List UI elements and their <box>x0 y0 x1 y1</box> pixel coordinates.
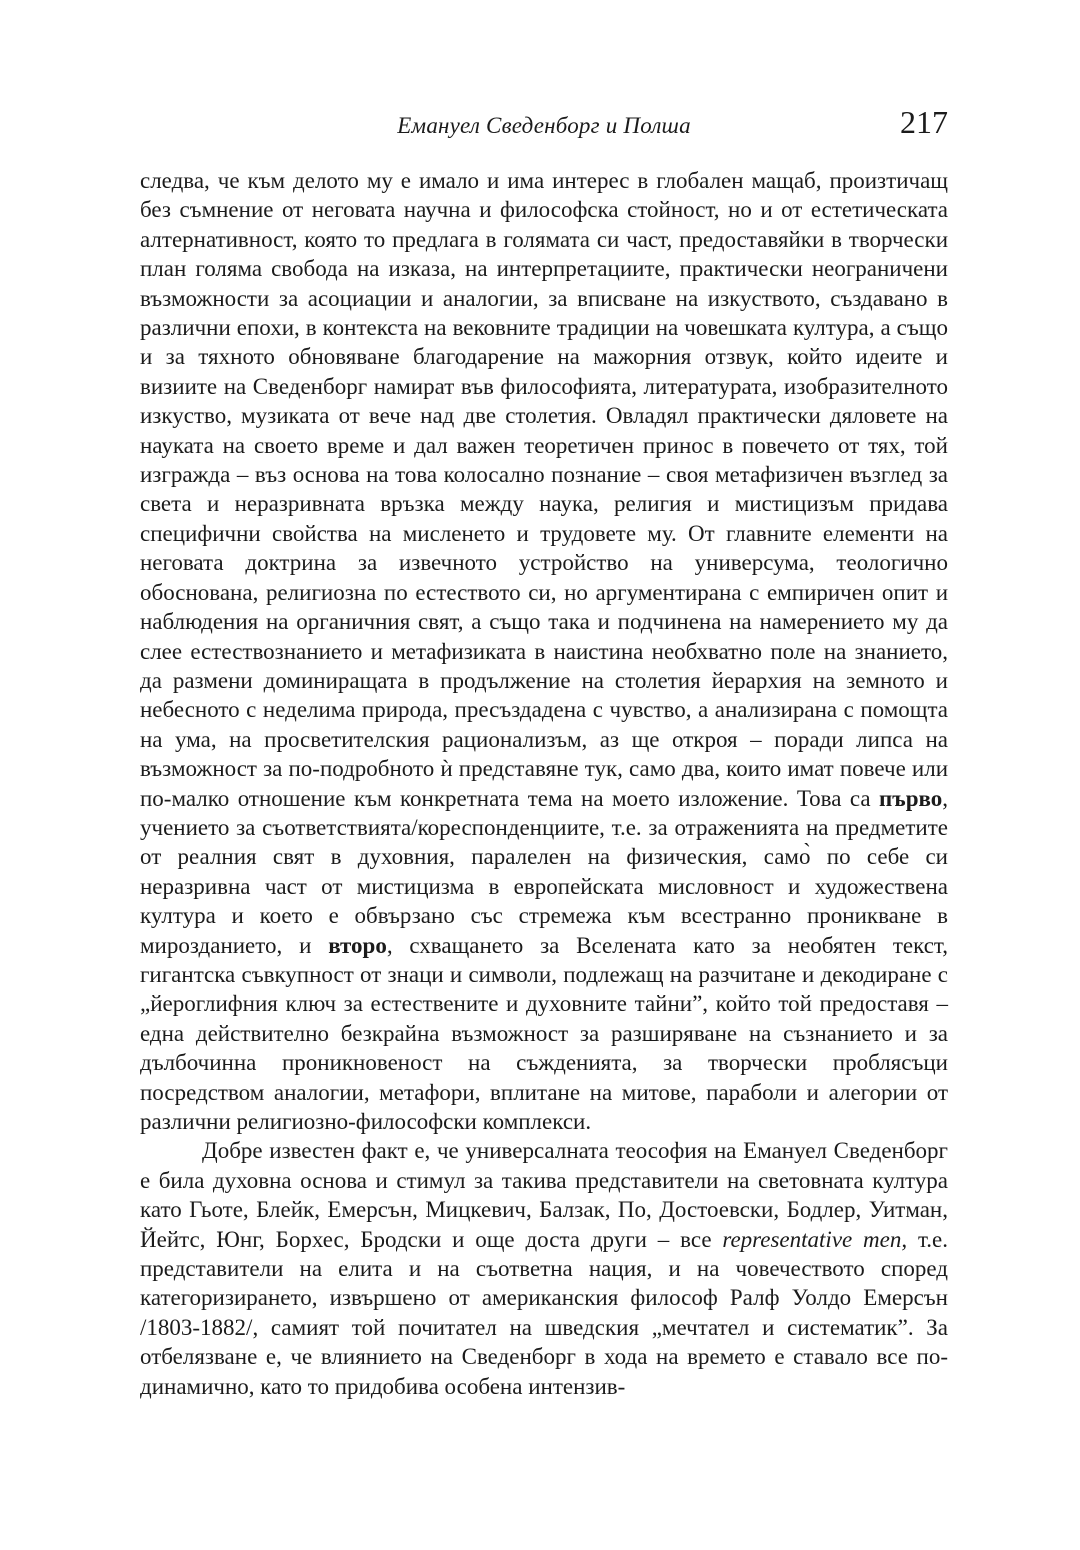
bold-term-parvo: първо <box>879 785 943 811</box>
page-header <box>140 106 948 146</box>
paragraph-1-text: , схващането за Вселената като за необятен текст, гигантска съвкупност от знаци и символи, подлежащ на разчитане и декодиране с „йероглифния ключ за естествените и духовните тайни”, който той предоставя – една действително безкрайна възможност за разширяване на съзнанието и за дълбочинна проникновеност на съжденията, за творчески проблясъци посредством аналогии, метафори, вплитане на митове, параболи и алегории от различни религиозно-философски комплекси. <box>140 932 948 1134</box>
paragraph-2 <box>140 1136 948 1401</box>
paragraph-2-text: Добре известен факт е, че универсалната теософия на Емануел Сведенборг е била духовна основа и стимул за такива представители на световната култура като Гьоте, Блейк, Емерсън, Мицкевич, Балзак, По, Достоевски, Бодлер, Уитман, Йейтс, Юнг, Борхес, Бродски и още доста други – все <box>140 1138 948 1252</box>
paragraph-1-text: , учението за съответствията/кореспонденциите, т.е. за отраженията на предметите от реалния свят в духовния, паралелен на физическия, само̀ по себе си неразривна част от мистицизма в европейската мисловност и художествена култура и което е обвързано със стремежа към всестранно проникване в мирозданието, и <box>140 785 948 958</box>
paragraph-1-text: следва, че към делото му е имало и има интерес в глобален мащаб, произтичащ без съмнение от неговата научна и философска стойност, но и от естетическата алтернативност, която то предлага в голямата си част, предоставяйки в творчески план голяма свобода на изказа, на интерпретациите, практически неограничени възможности за асоциации и аналогии, за вписване на изкуството, създавано в различни епохи, в контекста на вековните традиции на човешката култура, а също и за тяхното обновяване благодарение на мажорния отзвук, който идеите и визиите на Сведенборг намират във философията, литературата, изобразителното изкуство, музиката от вече над две столетия. Овладял практически дяловете на науката на своето време и дал важен теоретичен принос в повечето от тях, той изгражда – въз основа на това колосално познание – своя метафизичен възглед за света и неразривната връзка между наука, религия и мистицизъм придава специфични свойства на мисленето и трудовете му. От главните елементи на неговата доктрина за извечното устройство на универсума, теологично обоснована, религиозна по естеството си, но аргументирана с емпиричен опит и наблюдения на органичния свят, а също така и подчинена на намерението му да слее естествознанието и метафизиката в наистина необхватно поле на знанието, да размени доминиращата в продължение на столетия йерархия на земното и небесното с неделима природа, пресъздадена с чувство, а анализирана с помощта на ума, на просветителския рационализъм, аз ще откроя – поради липса на възможност за по-подробното ѝ представяне тук, само два, които имат повече или по-малко отношение към конкретната тема на моето изложение. Това са <box>140 168 948 811</box>
italic-term-representative-men: representative men, <box>722 1226 908 1252</box>
bold-term-vtoro: второ <box>328 932 387 958</box>
paragraph-2-text: т.е. представители на елита и на съответна нация, и на човечеството според категоризирането, извършено от американския философ Ралф Уолдо Емерсън /1803-1882/, самият той почитател на шведския „мечтател и систематик”. За отбелязване е, че влиянието на Сведенборг в хода на времето е ставало все по-динамично, като то придобива особена интензив- <box>140 1226 948 1399</box>
running-title: Емануел Сведенборг и Полша <box>397 113 691 138</box>
paragraph-1 <box>140 166 948 1136</box>
page-number: 217 <box>900 104 948 140</box>
page-body <box>140 166 948 1401</box>
